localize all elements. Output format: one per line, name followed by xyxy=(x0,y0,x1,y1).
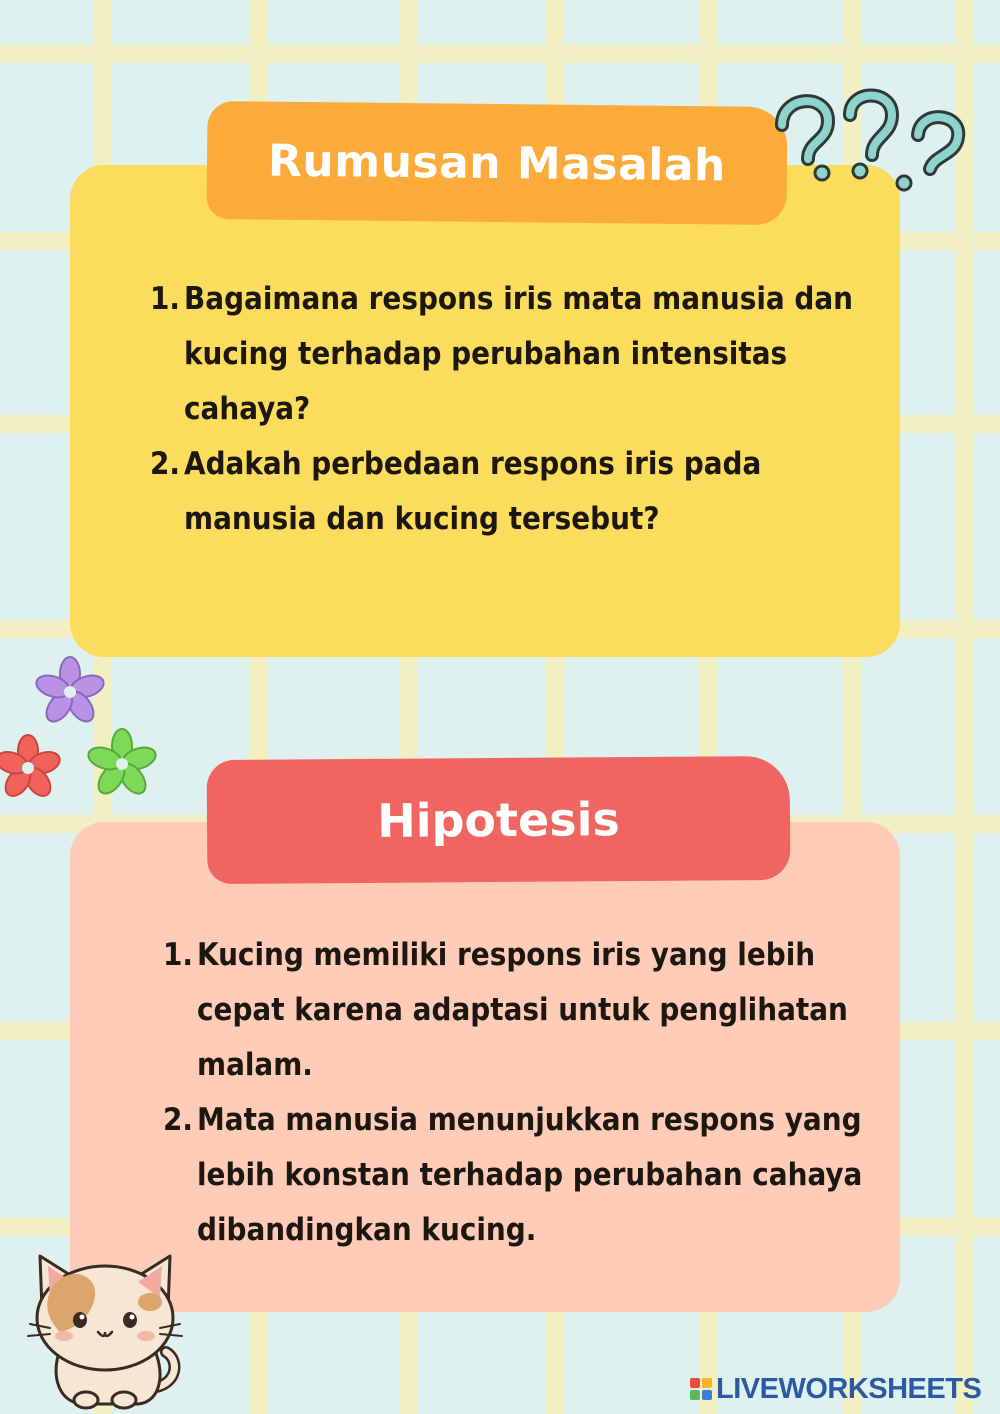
cat-illustration xyxy=(20,1240,190,1410)
item-number: 2. xyxy=(150,446,181,482)
item-number: 2. xyxy=(163,1102,194,1138)
problem-statement-list xyxy=(150,272,870,547)
list-item xyxy=(150,272,870,437)
problem-statement-banner xyxy=(206,101,787,225)
item-text: Mata manusia menunjukkan respons yang lebih konstan terhadap perubahan cahaya dibandingkan kucing. xyxy=(197,1102,863,1248)
list-item xyxy=(150,437,870,547)
flower-icons xyxy=(0,650,170,810)
item-number: 1. xyxy=(150,281,181,317)
grid-line xyxy=(0,45,1000,63)
hypothesis-banner xyxy=(207,756,791,884)
item-text: Adakah perbedaan respons iris pada manusia dan kucing tersebut? xyxy=(184,446,762,537)
liveworksheets-brand xyxy=(690,1374,981,1404)
brand-name: LIVEWORKSHEETS xyxy=(716,1372,982,1405)
item-text: Bagaimana respons iris mata manusia dan kucing terhadap perubahan intensitas cahaya? xyxy=(184,281,854,427)
item-number: 1. xyxy=(163,937,194,973)
list-item xyxy=(163,928,873,1093)
list-item xyxy=(163,1093,873,1258)
item-text: Kucing memiliki respons iris yang lebih cepat karena adaptasi untuk penglihatan malam. xyxy=(197,937,848,1083)
hypothesis-list xyxy=(163,928,873,1258)
question-marks-icon xyxy=(770,85,975,200)
liveworksheets-logo-icon xyxy=(690,1378,712,1400)
grid-line xyxy=(955,0,973,1414)
section-title: Hipotesis xyxy=(377,792,620,848)
section-title: Rumusan Masalah xyxy=(267,135,727,191)
